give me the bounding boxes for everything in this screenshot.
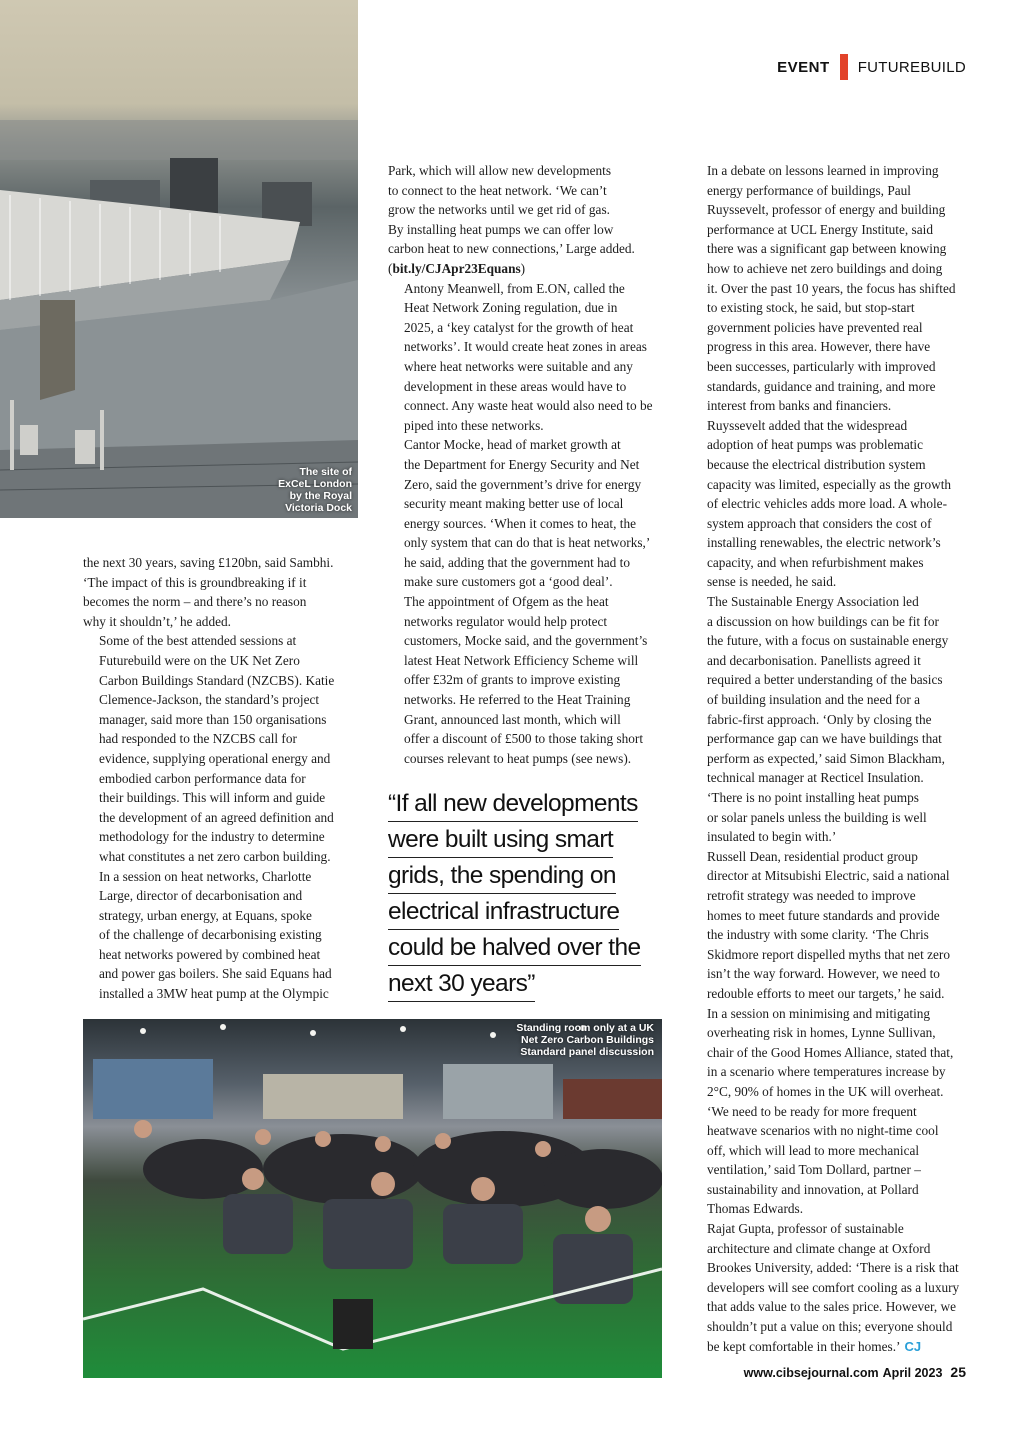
column-2 — [388, 161, 662, 768]
paren: ) — [520, 260, 526, 276]
text-line: Carbon Buildings Standard (NZCBS). Katie — [99, 672, 335, 688]
photo1-caption — [278, 466, 352, 514]
text-line: Skidmore report dispelled myths that net zero — [707, 946, 950, 962]
text-line: embodied carbon performance data for — [99, 770, 306, 786]
excel-london-photo — [0, 0, 358, 518]
text-line: the future, with a focus on sustainable energy — [707, 633, 949, 649]
text-segment: be kept comfortable in their homes.’ — [707, 1338, 901, 1354]
text-line: of building insulation and the need for a — [707, 692, 921, 708]
text-line: redouble efforts to meet our targets,’ he said. — [707, 985, 945, 1001]
text-line: required a better understanding of the basics — [707, 672, 943, 688]
text-line: Thomas Edwards. — [707, 1201, 804, 1217]
text-line: perform as expected,’ said Simon Blackham, — [707, 750, 945, 766]
paragraph — [691, 592, 967, 847]
quote-line: next 30 years” — [388, 966, 535, 1002]
text-line: insulated to begin with.’ — [707, 829, 837, 845]
text-line: been successes, particularly with improved — [707, 358, 936, 374]
text-line: the industry with some clarity. ‘The Chris — [707, 927, 929, 943]
text-line: off, which will lead to more mechanical — [707, 1142, 920, 1158]
text-line: Large, director of decarbonisation and — [99, 888, 303, 904]
text-line: how to achieve net zero buildings and doing — [707, 260, 943, 276]
text-line: of the challenge of decarbonising existing — [99, 927, 322, 943]
text-line: where heat networks were suitable and any — [404, 358, 633, 374]
text-line: 2°C, 90% of homes in the UK will overheat. — [707, 1083, 944, 1099]
text-line: fabric-first approach. ‘Only by closing the — [707, 711, 932, 727]
paragraph — [691, 1219, 967, 1356]
paragraph — [83, 867, 359, 1004]
paragraph — [388, 435, 662, 592]
text-line: manager, said more than 150 organisations — [99, 711, 327, 727]
text-line: shouldn’t put a value on this; everyone should — [707, 1319, 953, 1335]
text-line: homes to meet future standards and provide — [707, 907, 940, 923]
text-line: Clemence-Jackson, the standard’s project — [99, 692, 320, 708]
text-line: capacity, and when refurbishment makes — [707, 554, 924, 570]
paragraph — [691, 161, 967, 416]
text-line: the next 30 years, saving £120bn, said Sambhi. — [83, 555, 334, 570]
text-line: Grant, announced last month, which will — [404, 711, 621, 727]
quote-line: were built using smart — [388, 822, 613, 858]
text-line: a discussion on how buildings can be fit for — [707, 613, 939, 629]
text-line: of electric vehicles adds more load. A whole- — [707, 496, 947, 512]
quote-line: could be halved over the — [388, 930, 641, 966]
text-line: and decarbonisation. Panellists agreed it — [707, 652, 921, 668]
text-line: to existing stock, he said, but stop-start — [707, 300, 915, 316]
text-line: had responded to the NZCBS call for — [99, 731, 297, 747]
text-line: In a session on minimising and mitigating — [707, 1005, 931, 1021]
text-line: heat networks powered by combined heat — [99, 946, 321, 962]
text-line: Rajat Gupta, professor of sustainable — [707, 1221, 904, 1237]
photo2-caption — [516, 1022, 654, 1058]
section-divider — [840, 54, 848, 80]
text-line: ‘We need to be ready for more frequent — [707, 1103, 917, 1119]
text-line: developers will see comfort cooling as a luxury — [707, 1279, 960, 1295]
text-line: ventilation,’ said Tom Dollard, partner – — [707, 1162, 921, 1178]
text-line: Zero, said the government’s drive for energy — [404, 476, 642, 492]
text-line: ‘There is no point installing heat pumps — [707, 790, 919, 805]
paragraph — [691, 847, 967, 1004]
text-line: customers, Mocke said, and the government’s — [404, 633, 648, 649]
text-line: methodology for the industry to determine — [99, 829, 325, 845]
text-line: networks. He referred to the Heat Training — [404, 692, 631, 708]
text-line: sense is needed, he said. — [707, 574, 837, 590]
text-line: overheating risk in homes, Lynne Sullivan, — [707, 1025, 936, 1041]
text-line: he said, adding that the government had to — [404, 554, 630, 570]
text-line: performance gap can we have buildings that — [707, 731, 942, 747]
article-link[interactable]: bit.ly/CJApr23Equans — [392, 260, 521, 276]
panel-discussion-illustration — [83, 1019, 662, 1378]
text-line: Heat Network Zoning regulation, due in — [404, 300, 618, 316]
text-line: or solar panels unless the building is well — [707, 809, 927, 825]
text-line: technical manager at Recticel Insulation. — [707, 770, 924, 786]
paren: ( — [388, 260, 393, 276]
text-line: make sure customers got a ‘good deal’. — [404, 574, 613, 590]
text-line: installing renewables, the electric network’s — [707, 535, 941, 551]
excel-london-illustration — [0, 0, 358, 518]
text-line: to connect to the heat network. ‘We can’t — [388, 182, 607, 198]
text-line: The Sustainable Energy Association led — [707, 594, 919, 610]
text-line: 2025, a ‘key catalyst for the growth of heat — [404, 319, 634, 335]
text-line: their buildings. This will inform and guide — [99, 790, 326, 806]
paragraph — [83, 631, 359, 866]
text-line: heatwave scenarios with no night-time cool — [707, 1123, 939, 1139]
caption-line: Victoria Dock — [285, 502, 352, 514]
text-line: system approach that considers the cost of — [707, 515, 932, 531]
text-line: piped into these networks. — [404, 417, 544, 433]
text-line: energy sources. ‘When it comes to heat, the — [404, 515, 637, 531]
text-line: Park, which will allow new developments — [388, 163, 612, 178]
text-line: In a session on heat networks, Charlotte — [99, 868, 312, 884]
caption-line: Standard panel discussion — [520, 1046, 654, 1058]
text-line: evidence, supplying operational energy and — [99, 750, 331, 766]
text-line: grow the networks until we get rid of gas. — [388, 202, 610, 218]
text-line: becomes the norm – and there’s no reason — [83, 594, 307, 610]
text-line: latest Heat Network Efficiency Scheme will — [404, 652, 639, 668]
text-line: The appointment of Ofgem as the heat — [404, 594, 609, 610]
text-line: security meant making better use of local — [404, 496, 624, 512]
caption-line: Net Zero Carbon Buildings — [520, 1034, 654, 1046]
text-line: Cantor Mocke, head of market growth at — [404, 437, 621, 453]
text-line: networks’. It would create heat zones in areas — [404, 339, 647, 355]
text-line: By installing heat pumps we can offer low — [388, 221, 614, 237]
text-line: because the electrical distribution system — [707, 456, 926, 472]
caption-line: Standing room only at a UK — [516, 1022, 654, 1034]
text-line: progress in this area. However, there have — [707, 339, 931, 355]
text-line: adoption of heat pumps was problematic — [707, 437, 924, 453]
text-line: government policies have prevented real — [707, 319, 923, 335]
text-line: architecture and climate change at Oxford — [707, 1240, 931, 1256]
text-line: Antony Meanwell, from E.ON, called the — [404, 280, 625, 296]
text-line: the Department for Energy Security and Net — [404, 456, 640, 472]
text-line: director at Mitsubishi Electric, said a national — [707, 868, 950, 884]
caption-line: The site of — [299, 466, 352, 478]
text-line: it. Over the past 10 years, the focus has shifted — [707, 280, 956, 296]
text-line: courses relevant to heat pumps (see news). — [404, 750, 632, 766]
text-line: installed a 3MW heat pump at the Olympic — [99, 986, 329, 1002]
end-mark: CJ — [904, 1338, 922, 1354]
text-line: that adds value to the sales price. However, we — [707, 1299, 957, 1315]
text-line: performance at UCL Energy Institute, said — [707, 221, 933, 237]
quote-line: grids, the spending on — [388, 858, 616, 894]
footer-issue: April 2023 — [882, 1366, 943, 1380]
caption-line: ExCeL London — [278, 478, 352, 490]
text-line: isn’t the way forward. However, we need to — [707, 966, 940, 982]
page-number: 25 — [950, 1364, 966, 1380]
text-line: why it shouldn’t,’ he added. — [83, 613, 231, 629]
text-line: Ruyssevelt, professor of energy and building — [707, 202, 946, 218]
text-line: Futurebuild were on the UK Net Zero — [99, 652, 300, 668]
quote-line: “If all new developments — [388, 786, 638, 822]
paragraph — [691, 416, 967, 592]
text-line: the development of an agreed definition and — [99, 809, 334, 825]
quote-line: electrical infrastructure — [388, 894, 619, 930]
text-line: offer a discount of £500 to those taking short — [404, 731, 644, 747]
text-line: Brookes University, added: ‘There is a risk that — [707, 1260, 959, 1276]
text-line: in a scenario where temperatures increase by — [707, 1064, 946, 1080]
page-footer — [744, 1364, 966, 1380]
text-line: sustainability and innovation, at Pollard — [707, 1181, 919, 1197]
section-header — [777, 54, 966, 80]
text-line: energy performance of buildings, Paul — [707, 182, 911, 198]
text-line — [388, 259, 662, 279]
text-line: capacity was limited, especially as the growth — [707, 476, 952, 492]
text-line: development in these areas would have to — [404, 378, 627, 394]
text-line: standards, guidance and training, and more — [707, 378, 936, 394]
text-line: connect. Any waste heat would also need to be — [404, 398, 653, 414]
paragraph — [388, 279, 662, 436]
paragraph — [388, 161, 662, 279]
panel-discussion-photo — [83, 1019, 662, 1378]
text-line: only system that can do that is heat networks,’ — [404, 535, 651, 551]
text-line: interest from banks and financiers. — [707, 398, 892, 414]
text-line: retrofit strategy was needed to improve — [707, 887, 916, 903]
text-line: Russell Dean, residential product group — [707, 848, 918, 864]
text-line: and power gas boilers. She said Equans had — [99, 966, 332, 982]
text-line: chair of the Good Homes Alliance, stated that, — [707, 1044, 954, 1060]
text-line: there was a significant gap between knowing — [707, 241, 947, 257]
paragraph — [691, 1004, 967, 1102]
text-line: In a debate on lessons learned in improving — [707, 163, 939, 178]
text-line — [691, 1337, 967, 1357]
text-line: carbon heat to new connections,’ Large added. — [388, 241, 635, 257]
footer-url[interactable]: www.cibsejournal.com — [743, 1366, 879, 1380]
text-line: Ruyssevelt added that the widespread — [707, 417, 908, 433]
text-line: Some of the best attended sessions at — [99, 633, 297, 649]
text-line: offer £32m of grants to improve existing — [404, 672, 621, 688]
section-topic: FUTUREBUILD — [857, 58, 966, 76]
pull-quote — [388, 786, 664, 1002]
text-line: ‘The impact of this is groundbreaking if it — [83, 574, 307, 590]
section-label: EVENT — [777, 58, 830, 76]
text-line: strategy, urban energy, at Equans, spoke — [99, 907, 312, 923]
column-3 — [691, 161, 967, 1356]
paragraph — [83, 553, 359, 631]
text-line: what constitutes a net zero carbon building. — [99, 848, 331, 864]
paragraph — [691, 1102, 967, 1220]
paragraph — [388, 592, 662, 768]
caption-line: by the Royal — [289, 490, 352, 502]
column-1 — [83, 553, 359, 1004]
text-line: networks regulator would help protect — [404, 613, 608, 629]
